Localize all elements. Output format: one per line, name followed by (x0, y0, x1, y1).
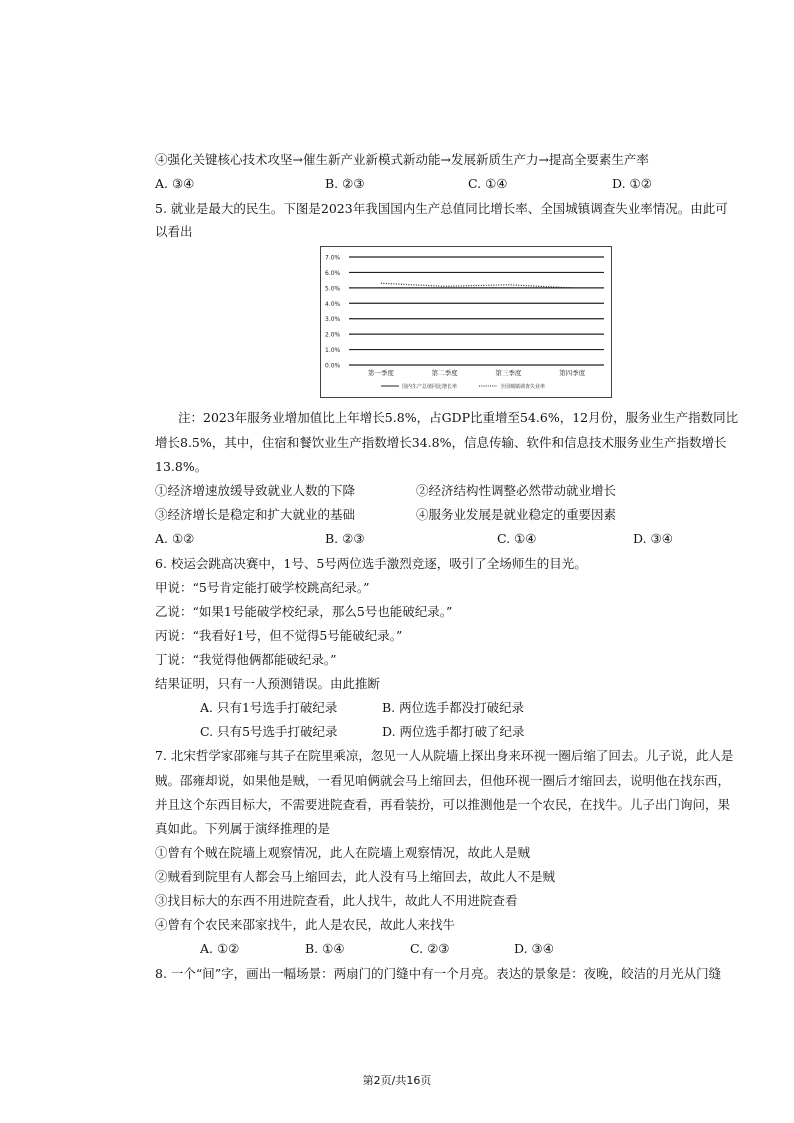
y-tick-label: 4.0% (325, 300, 341, 308)
q5-item-4: ④服务业发展是就业稳定的重要因素 (416, 507, 617, 522)
q7-option-b: B. ①④ (305, 941, 345, 956)
y-tick-label: 7.0% (325, 254, 341, 262)
q6-stem: 6. 校运会跳高决赛中，1号、5号两位选手激烈竞逐，吸引了全场师生的目光。 (155, 556, 587, 571)
q7-stem-line1: 7. 北宋哲学家邵雍与其子在院里乘凉，忽见一人从院墙上探出身来环视一圈后缩了回去。儿子说，此人是 (155, 748, 734, 763)
q6-option-d: D. 两位选手都打破了纪录 (382, 724, 525, 739)
q7-stem-line4: 真如此。下列属于演绎推理的是 (155, 821, 331, 836)
q7-stem-line3: 并且这个东西目标大，不需要进院查看，再看装扮，可以推测他是一个农民，在找牛。儿子出门询问，果 (155, 797, 731, 812)
q6-statement-jia: 甲说：“5号肯定能打破学校跳高纪录。” (155, 580, 370, 595)
q7-item-1: ①曾有个贼在院墙上观察情况，此人在院墙上观察情况，故此人是贼 (155, 845, 531, 860)
q5-chart (320, 246, 612, 398)
q6-statement-bing: 丙说：“我看好1号，但不觉得5号能破纪录。” (155, 628, 403, 643)
q5-stem-line2: 以看出 (155, 224, 193, 239)
q5-option-d: D. ③④ (633, 531, 673, 546)
x-tick-label: 第一季度 (367, 369, 394, 377)
y-tick-label: 1.0% (325, 347, 341, 355)
q7-stem-line2: 贼。邵雍却说，如果他是贼，一看见咱俩就会马上缩回去，但他环视一圈后才缩回去，说明他在找东西， (155, 773, 731, 788)
q5-note-line1: 注：2023年服务业增加值比上年增长5.8%，占GDP比重增至54.6%，12月份，服务业生产指数同比 (178, 410, 739, 425)
q4-option-b: B. ②③ (325, 176, 365, 191)
q6-statement-yi: 乙说：“如果1号能破学校纪录，那么5号也能破纪录。” (155, 604, 453, 619)
q6-result: 结果证明，只有一人预测错误。由此推断 (155, 676, 381, 691)
q4-option-a: A. ③④ (155, 176, 195, 191)
q5-note-line3: 13.8%。 (155, 459, 208, 474)
y-tick-label: 2.0% (325, 331, 341, 339)
q7-option-a: A. ①② (200, 941, 240, 956)
q4-item-4: ④强化关键核心技术攻坚→催生新产业新模式新动能→发展新质生产力→提高全要素生产率 (155, 152, 649, 167)
legend-label: 国内生产总值同比增长率 (402, 384, 458, 390)
q5-stem-line1: 5. 就业是最大的民生。下图是2023年我国国内生产总值同比增长率、全国城镇调查失业率情况。由此可 (155, 201, 728, 216)
q5-item-2: ②经济结构性调整必然带动就业增长 (416, 483, 617, 498)
q4-option-c: C. ①④ (468, 176, 508, 191)
q5-option-b: B. ②③ (325, 531, 365, 546)
q5-note-line2: 增长8.5%，其中，住宿和餐饮业生产指数增长34.8%，信息传输、软件和信息技术服务业生产指数增长 (155, 435, 727, 450)
legend-label: 全国城镇调查失业率 (500, 384, 546, 390)
q6-option-a: A. 只有1号选手打破纪录 (200, 700, 338, 715)
series-line-1 (381, 283, 572, 288)
q7-option-c: C. ②③ (410, 941, 450, 956)
q6-option-b: B. 两位选手都没打破纪录 (382, 700, 525, 715)
q6-statement-ding: 丁说：“我觉得他俩都能破纪录。” (155, 652, 337, 667)
q5-option-a: A. ①② (155, 531, 195, 546)
x-tick-label: 第三季度 (495, 369, 522, 377)
q6-option-c: C. 只有5号选手打破纪录 (200, 724, 338, 739)
q5-item-3: ③经济增长是稳定和扩大就业的基础 (155, 507, 356, 522)
page-footer: 第2页/共16页 (362, 1074, 432, 1087)
q7-option-d: D. ③④ (514, 941, 554, 956)
q7-item-4: ④曾有个农民来邵家找牛，此人是农民，故此人来找牛 (155, 917, 456, 932)
q5-option-c: C. ①④ (497, 531, 537, 546)
x-tick-label: 第四季度 (559, 369, 586, 377)
y-tick-label: 5.0% (325, 285, 341, 293)
y-tick-label: 0.0% (325, 362, 341, 370)
x-tick-label: 第二季度 (431, 369, 458, 377)
q4-option-d: D. ①② (612, 176, 652, 191)
y-tick-label: 3.0% (325, 316, 341, 324)
q7-item-2: ②贼看到院里有人都会马上缩回去，此人没有马上缩回去，故此人不是贼 (155, 869, 556, 884)
y-tick-label: 6.0% (325, 269, 341, 277)
q5-item-1: ①经济增速放缓导致就业人数的下降 (155, 483, 356, 498)
q7-item-3: ③找目标大的东西不用进院查看，此人找牛，故此人不用进院查看 (155, 893, 518, 908)
q8-stem-line1: 8. 一个“间”字，画出一幅场景：两扇门的门缝中有一个月亮。表达的景象是：夜晚，皎洁的月光从门缝 (155, 966, 722, 981)
q5-line-chart (321, 247, 611, 397)
